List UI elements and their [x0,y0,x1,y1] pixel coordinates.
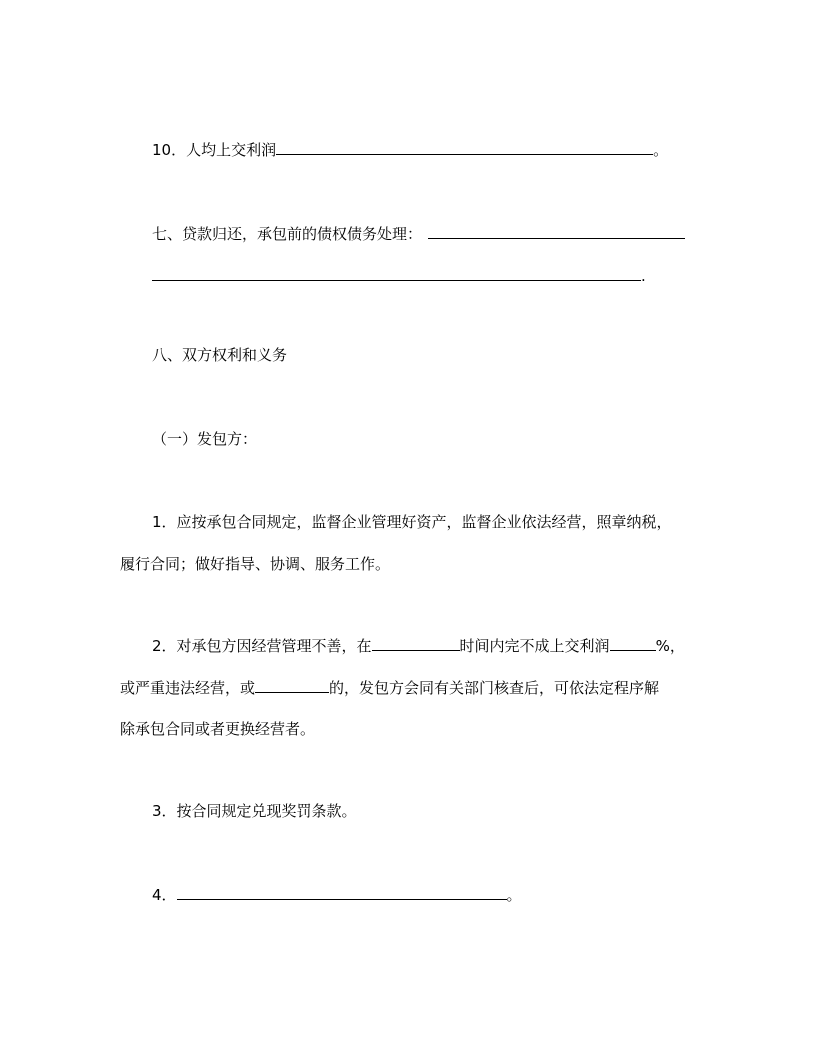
p2-text-a: 2．对承包方因经营管理不善，在 [152,637,372,655]
paragraph-3: 3．按合同规定兑现奖罚条款。 [152,802,357,820]
p2-blank-time [372,636,460,651]
paragraph-2-line-3: 除承包合同或者更换经营者。 [120,720,316,738]
paragraph-2-line-2 [120,677,659,699]
paragraph-2-line-1 [152,635,685,657]
p2-text-c: %， [655,637,685,655]
item-10-blank [276,140,653,155]
item-10-line [152,139,668,161]
p2-text-b: 时间内完不成上交利润 [459,637,610,655]
item-10-label: 10．人均上交利润 [152,141,277,159]
section-7-line-2 [152,265,646,287]
paragraph-1-line-2: 履行合同；做好指导、协调、服务工作。 [120,555,391,573]
section-7-label: 七、贷款归还，承包前的债权债务处理： [152,225,423,243]
p4-end: 。 [506,886,522,904]
section-7-blank-2 [152,266,641,281]
p2-blank-percent [610,636,656,651]
section-7-end: . [641,267,646,285]
section-8-heading: 八、双方权利和义务 [152,346,288,364]
p2-text-e: 的，发包方会同有关部门核查后，可依法定程序解 [329,679,660,697]
item-10-end: 。 [653,141,669,159]
paragraph-1-line-1: 1．应按承包合同规定，监督企业管理好资产，监督企业依法经营，照章纳税， [152,513,672,531]
p2-blank-other [255,678,329,693]
p2-text-d: 或严重违法经营，或 [120,679,256,697]
section-7-blank [428,224,685,239]
subsection-1-heading: （一）发包方： [152,430,258,448]
p4-label: 4． [152,886,177,904]
p4-blank [177,885,507,900]
section-7-line [152,223,685,245]
paragraph-4-line [152,884,522,906]
